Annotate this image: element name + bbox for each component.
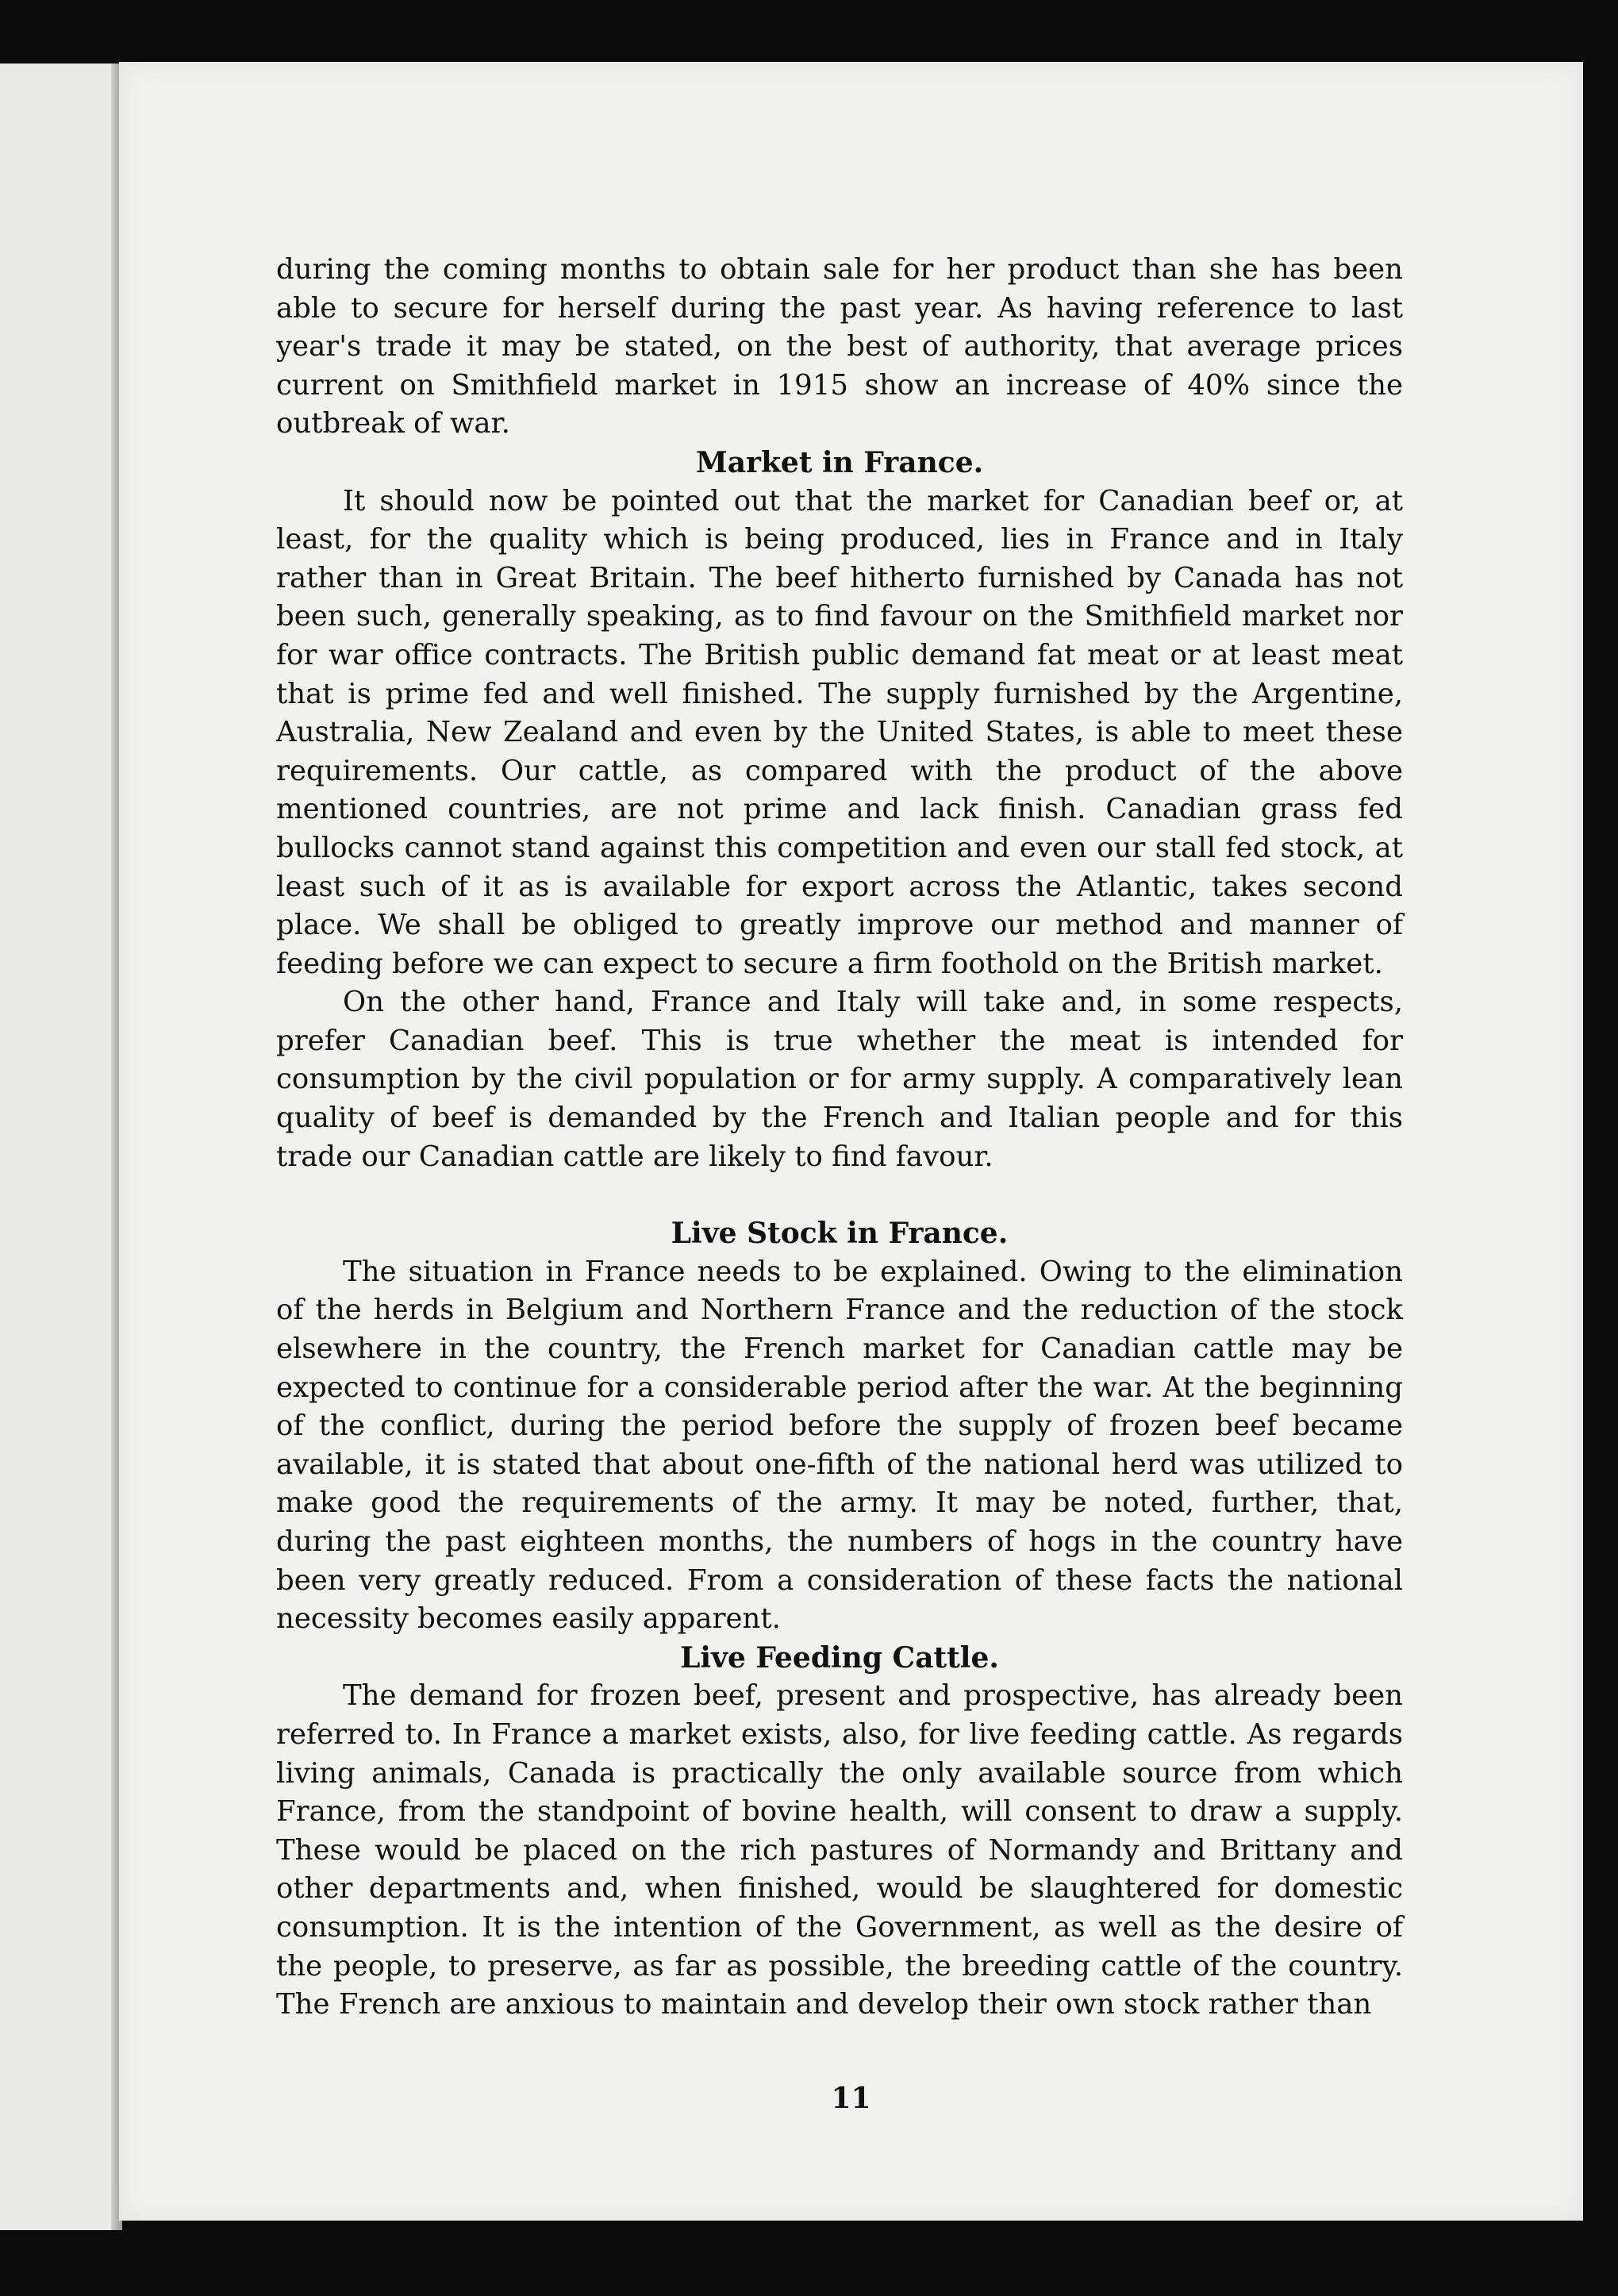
previous-page-edge	[0, 63, 119, 2230]
paragraph-continued: during the coming months to obtain sale for her product than she has been able to secure for herself during the past year. As having reference to last year's trade it may be stated, on the best of authority, that average prices current on Smithfield market in 1915 show an increase of 40% since the outbreak of war.	[276, 253, 1403, 440]
page-number: 11	[831, 2082, 871, 2115]
paragraph-live-feeding-cattle: The demand for frozen beef, present and prospective, has already been referred to. In France a market exists, also, for live feeding cattle. As regards living animals, Canada is practically the only available source from which France, from the standpoint of bovine health, will consent to draw a supply. These would be placed on the rich pastures of Normandy and Brittany and other departments and, when finished, would be slaughtered for domestic consumption. It is the intention of the Government, as well as the desire of the people, to preserve, as far as possible, the breeding cattle of the country. The French are anxious to maintain and develop their own stock rather than	[276, 1679, 1403, 2021]
paragraph-france-italy-prefer: On the other hand, France and Italy will take and, in some respects, prefer Canadian beef. This is true whether the meat is intended for consumption by the civil population or for army supply. A comparatively lean quality of beef is demanded by the French and Italian people and for this trade our Canadian cattle are likely to find favour.	[276, 986, 1403, 1173]
heading-market-in-france: Market in France.	[695, 445, 984, 479]
paragraph-situation-in-france: The situation in France needs to be explained. Owing to the elimination of the herds in Belgium and Northern France and the reduction of the stock elsewhere in the country, the French market for Canadian cattle may be expected to continue for a considerable period after the war. At the beginning of the conflict, during the period before the supply of frozen beef became available, it is stated that about one-fifth of the national herd was utilized to make good the requirements of the army. It may be noted, further, that, during the past eighteen months, the numbers of hogs in the country have been very greatly reduced. From a consideration of these facts the national necessity becomes easily apparent.	[276, 1255, 1403, 1636]
page-body	[276, 251, 1403, 2025]
heading-live-stock-in-france: Live Stock in France.	[671, 1217, 1009, 1251]
paragraph-market-canadian-beef: It should now be pointed out that the market for Canadian beef or, at least, for the quality which is being produced, lies in France and in Italy rather than in Great Britain. The beef hitherto furnished by Canada has not been such, generally speaking, as to find favour on the Smithfield market nor for war office contracts. The British public demand fat meat or at least meat that is prime fed and well finished. The supply furnished by the Argentine, Australia, New Zealand and even by the United States, is able to meet these requirements. Our cattle, as compared with the product of the above mentioned countries, are not prime and lack finish. Canadian grass fed bullocks cannot stand against this competition and even our stall fed stock, at least such of it as is available for export across the Atlantic, takes second place. We shall be obliged to greatly improve our method and manner of feeding before we can expect to secure a firm foothold on the British market.	[276, 484, 1403, 980]
document-page	[119, 62, 1583, 2221]
heading-live-feeding-cattle: Live Feeding Cattle.	[680, 1640, 999, 1675]
